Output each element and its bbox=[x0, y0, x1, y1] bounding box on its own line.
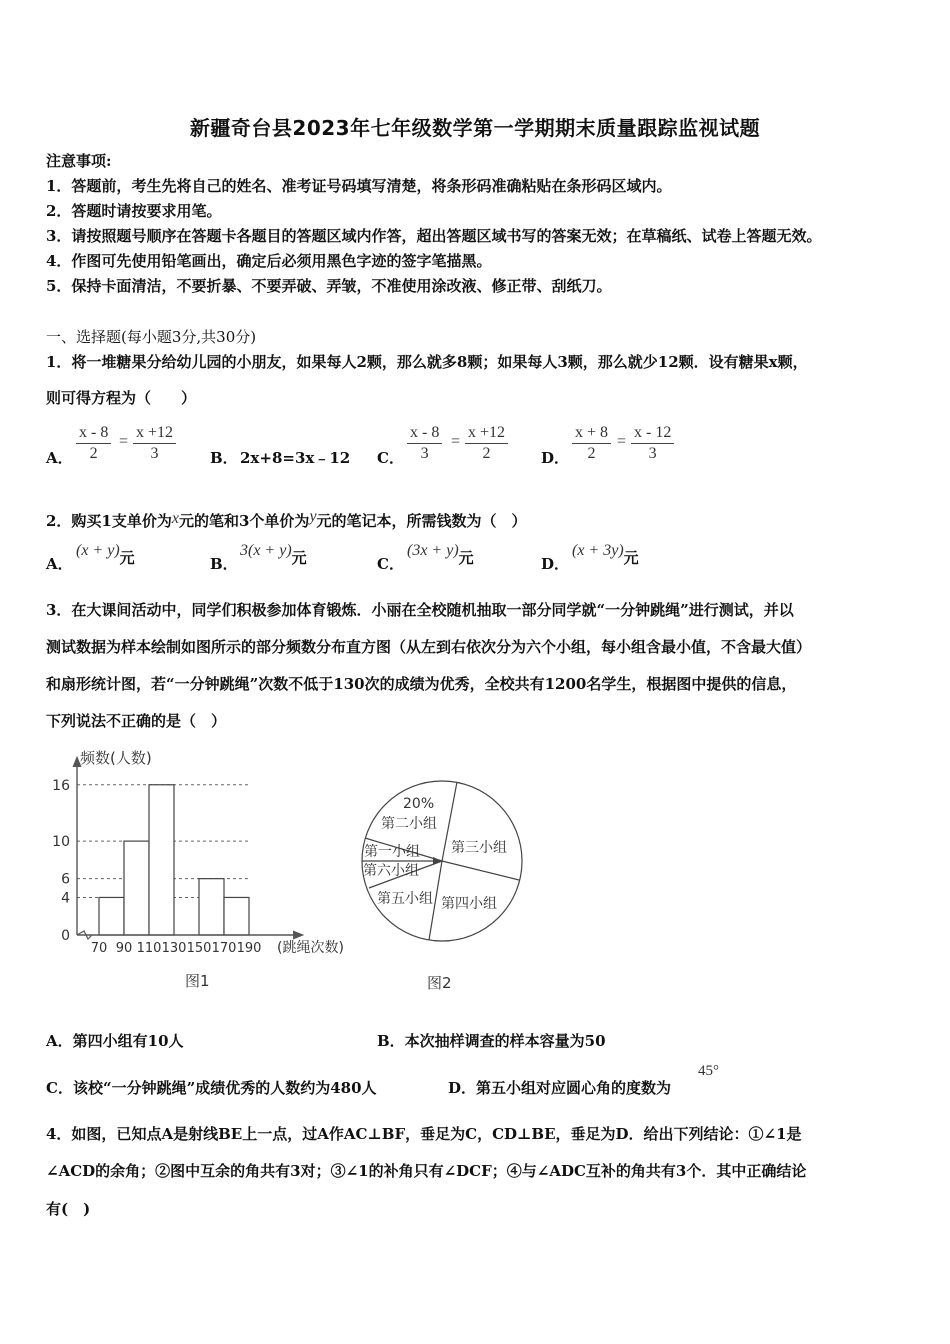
figure1-caption: 图1 bbox=[185, 972, 210, 990]
notice-item-1: 1．答题前，考生先将自己的姓名、准考证号码填写清楚，将条形码准确粘贴在条形码区域内。 bbox=[46, 177, 672, 195]
pie-center-arrow bbox=[433, 857, 442, 865]
pie-label-group2: 第二小组 bbox=[381, 816, 437, 832]
q4-stem-line3: 有( ) bbox=[46, 1200, 91, 1218]
q1-option-a-label: A． bbox=[46, 449, 73, 467]
q1-option-a-frac1: $\frac{x - 8}{2}$ bbox=[76, 423, 111, 464]
pie-slice-line-3 bbox=[442, 861, 519, 880]
q3-option-b: B．本次抽样调查的样本容量为50 bbox=[377, 1032, 606, 1050]
q3-stem-line1: 3．在大课间活动中，同学们积极参加体育锻炼．小丽在全校随机抽取一部分同学就“一分钟跳绳”进行测试，并以 bbox=[46, 601, 794, 619]
histogram-figure bbox=[40, 740, 380, 1000]
q1-option-d-frac1: $\frac{x + 8}{2}$ bbox=[572, 423, 611, 464]
notice-item-4: 4．作图可先使用铅笔画出，确定后必须用黑色字迹的签字笔描黑。 bbox=[46, 252, 492, 270]
q2-option-b-expr: 3(x + y)元 bbox=[240, 542, 307, 567]
y-axis-label: 频数(人数) bbox=[80, 749, 152, 767]
q1-option-c-equals: = bbox=[451, 433, 461, 450]
q2-option-b-label: B． bbox=[210, 555, 238, 573]
q1-option-a-frac2: $\frac{x +12}{3}$ bbox=[133, 423, 176, 464]
histogram-bar-170-190 bbox=[224, 897, 249, 935]
x-tick-label-130: 130 bbox=[161, 941, 187, 956]
notice-heading: 注意事项: bbox=[46, 152, 112, 170]
q1-option-c-frac2: $\frac{x +12}{2}$ bbox=[465, 423, 508, 464]
q3-stem-line4: 下列说法不正确的是（ ） bbox=[46, 712, 227, 730]
pie-label-group5: 第五小组 bbox=[377, 891, 433, 907]
notice-item-3: 3．请按照题号顺序在答题卡各题目的答题区域内作答，超出答题区域书写的答案无效；在草稿纸、试卷上答题无效。 bbox=[46, 227, 822, 245]
pie-label-group4: 第四小组 bbox=[441, 896, 497, 912]
q2-stem: 2．购买1支单价为x元的笔和3个单价为y元的笔记本，所需钱数为（ ） bbox=[46, 508, 527, 530]
q1-stem-line1: 1．将一堆糖果分给幼儿园的小朋友，如果每人2颗，那么就多8颗；如果每人3颗，那么就少12颗．设有糖果x颗， bbox=[46, 353, 808, 371]
pie-label-group6: 第六小组 bbox=[363, 863, 419, 879]
y-tick-label-16: 16 bbox=[52, 777, 70, 794]
q1-option-a-equals: = bbox=[119, 433, 129, 450]
x-tick-label-110: 110 bbox=[136, 941, 162, 956]
figure2-caption: 图2 bbox=[427, 974, 452, 992]
y-tick-label-6: 6 bbox=[61, 871, 70, 888]
x-tick-label-90: 90 bbox=[115, 941, 133, 956]
q1-option-c-frac1: $\frac{x - 8}{3}$ bbox=[407, 423, 442, 464]
histogram-bar-70-90 bbox=[99, 897, 124, 935]
q4-stem-line1: 4．如图，已知点A是射线BE上一点，过A作AC⊥BF，垂足为C，CD⊥BE，垂足为D．给出下列结论：①∠1是 bbox=[46, 1125, 802, 1143]
notice-item-2: 2．答题时请按要求用笔。 bbox=[46, 202, 222, 220]
q3-stem-line3: 和扇形统计图，若“一分钟跳绳”次数不低于130次的成绩为优秀，全校共有1200名学生，根据图中提供的信息， bbox=[46, 675, 797, 693]
q1-option-d-label: D． bbox=[541, 449, 570, 467]
pie-annotation-20pct: 20% bbox=[403, 796, 435, 812]
x-tick-label-170: 170 bbox=[211, 941, 237, 956]
histogram-bar-110-130 bbox=[149, 785, 174, 935]
x-tick-label-70: 70 bbox=[90, 941, 108, 956]
q2-option-c-label: C． bbox=[377, 555, 404, 573]
notice-item-5: 5．保持卡面清洁，不要折暴、不要弄破、弄皱，不准使用涂改液、修正带、刮纸刀。 bbox=[46, 277, 612, 295]
page-title: 新疆奇台县2023年七年级数学第一学期期末质量跟踪监视试题 bbox=[189, 116, 761, 140]
q3-stem-line2: 测试数据为样本绘制如图所示的部分频数分布直方图（从左到右依次分为六个小组，每小组含最小值，不含最大值） bbox=[46, 638, 812, 656]
y-tick-label-10: 10 bbox=[52, 834, 70, 851]
q1-stem-line2: 则可得方程为（ ） bbox=[46, 389, 197, 407]
q1-option-d-equals: = bbox=[617, 433, 627, 450]
q2-option-d-label: D． bbox=[541, 555, 570, 573]
x-tick-label-150: 150 bbox=[186, 941, 212, 956]
histogram-bar-90-110 bbox=[124, 841, 149, 935]
section-heading: 一、选择题(每小题3分,共30分) bbox=[46, 328, 257, 346]
q1-option-c-label: C． bbox=[377, 449, 404, 467]
pie-label-group3: 第三小组 bbox=[451, 840, 507, 856]
y-tick-label-0: 0 bbox=[61, 928, 70, 944]
q2-option-a-label: A． bbox=[46, 555, 73, 573]
q3-option-a: A．第四小组有10人 bbox=[46, 1032, 184, 1050]
q3-option-d: D．第五小组对应圆心角的度数为 bbox=[448, 1079, 672, 1097]
histogram-bar-150-170 bbox=[199, 879, 224, 935]
q1-option-b-label: B． bbox=[210, 449, 238, 467]
q2-option-d-expr: (x + 3y)元 bbox=[572, 542, 639, 567]
q2-option-c-expr: (3x + y)元 bbox=[407, 542, 474, 567]
q3-option-c: C．该校“一分钟跳绳”成绩优秀的人数约为480人 bbox=[46, 1079, 377, 1097]
q1-option-d-frac2: $\frac{x - 12}{3}$ bbox=[631, 423, 674, 464]
x-axis-label: (跳绳次数) bbox=[277, 940, 344, 956]
q2-option-a-expr: (x + y)元 bbox=[76, 542, 135, 567]
q3-option-d-value: 45° bbox=[698, 1063, 719, 1079]
y-tick-label-4: 4 bbox=[61, 890, 70, 907]
q4-stem-line2: ∠ACD的余角；②图中互余的角共有3对；③∠1的补角只有∠DCF；④与∠ADC互补的角共有3个．其中正确结论 bbox=[46, 1162, 807, 1180]
pie-figure bbox=[355, 770, 535, 1000]
q1-option-b-text: 2x+8=3x﹣12 bbox=[240, 449, 351, 467]
x-tick-label-190: 190 bbox=[236, 941, 262, 956]
pie-label-group1: 第一小组 bbox=[364, 844, 420, 860]
